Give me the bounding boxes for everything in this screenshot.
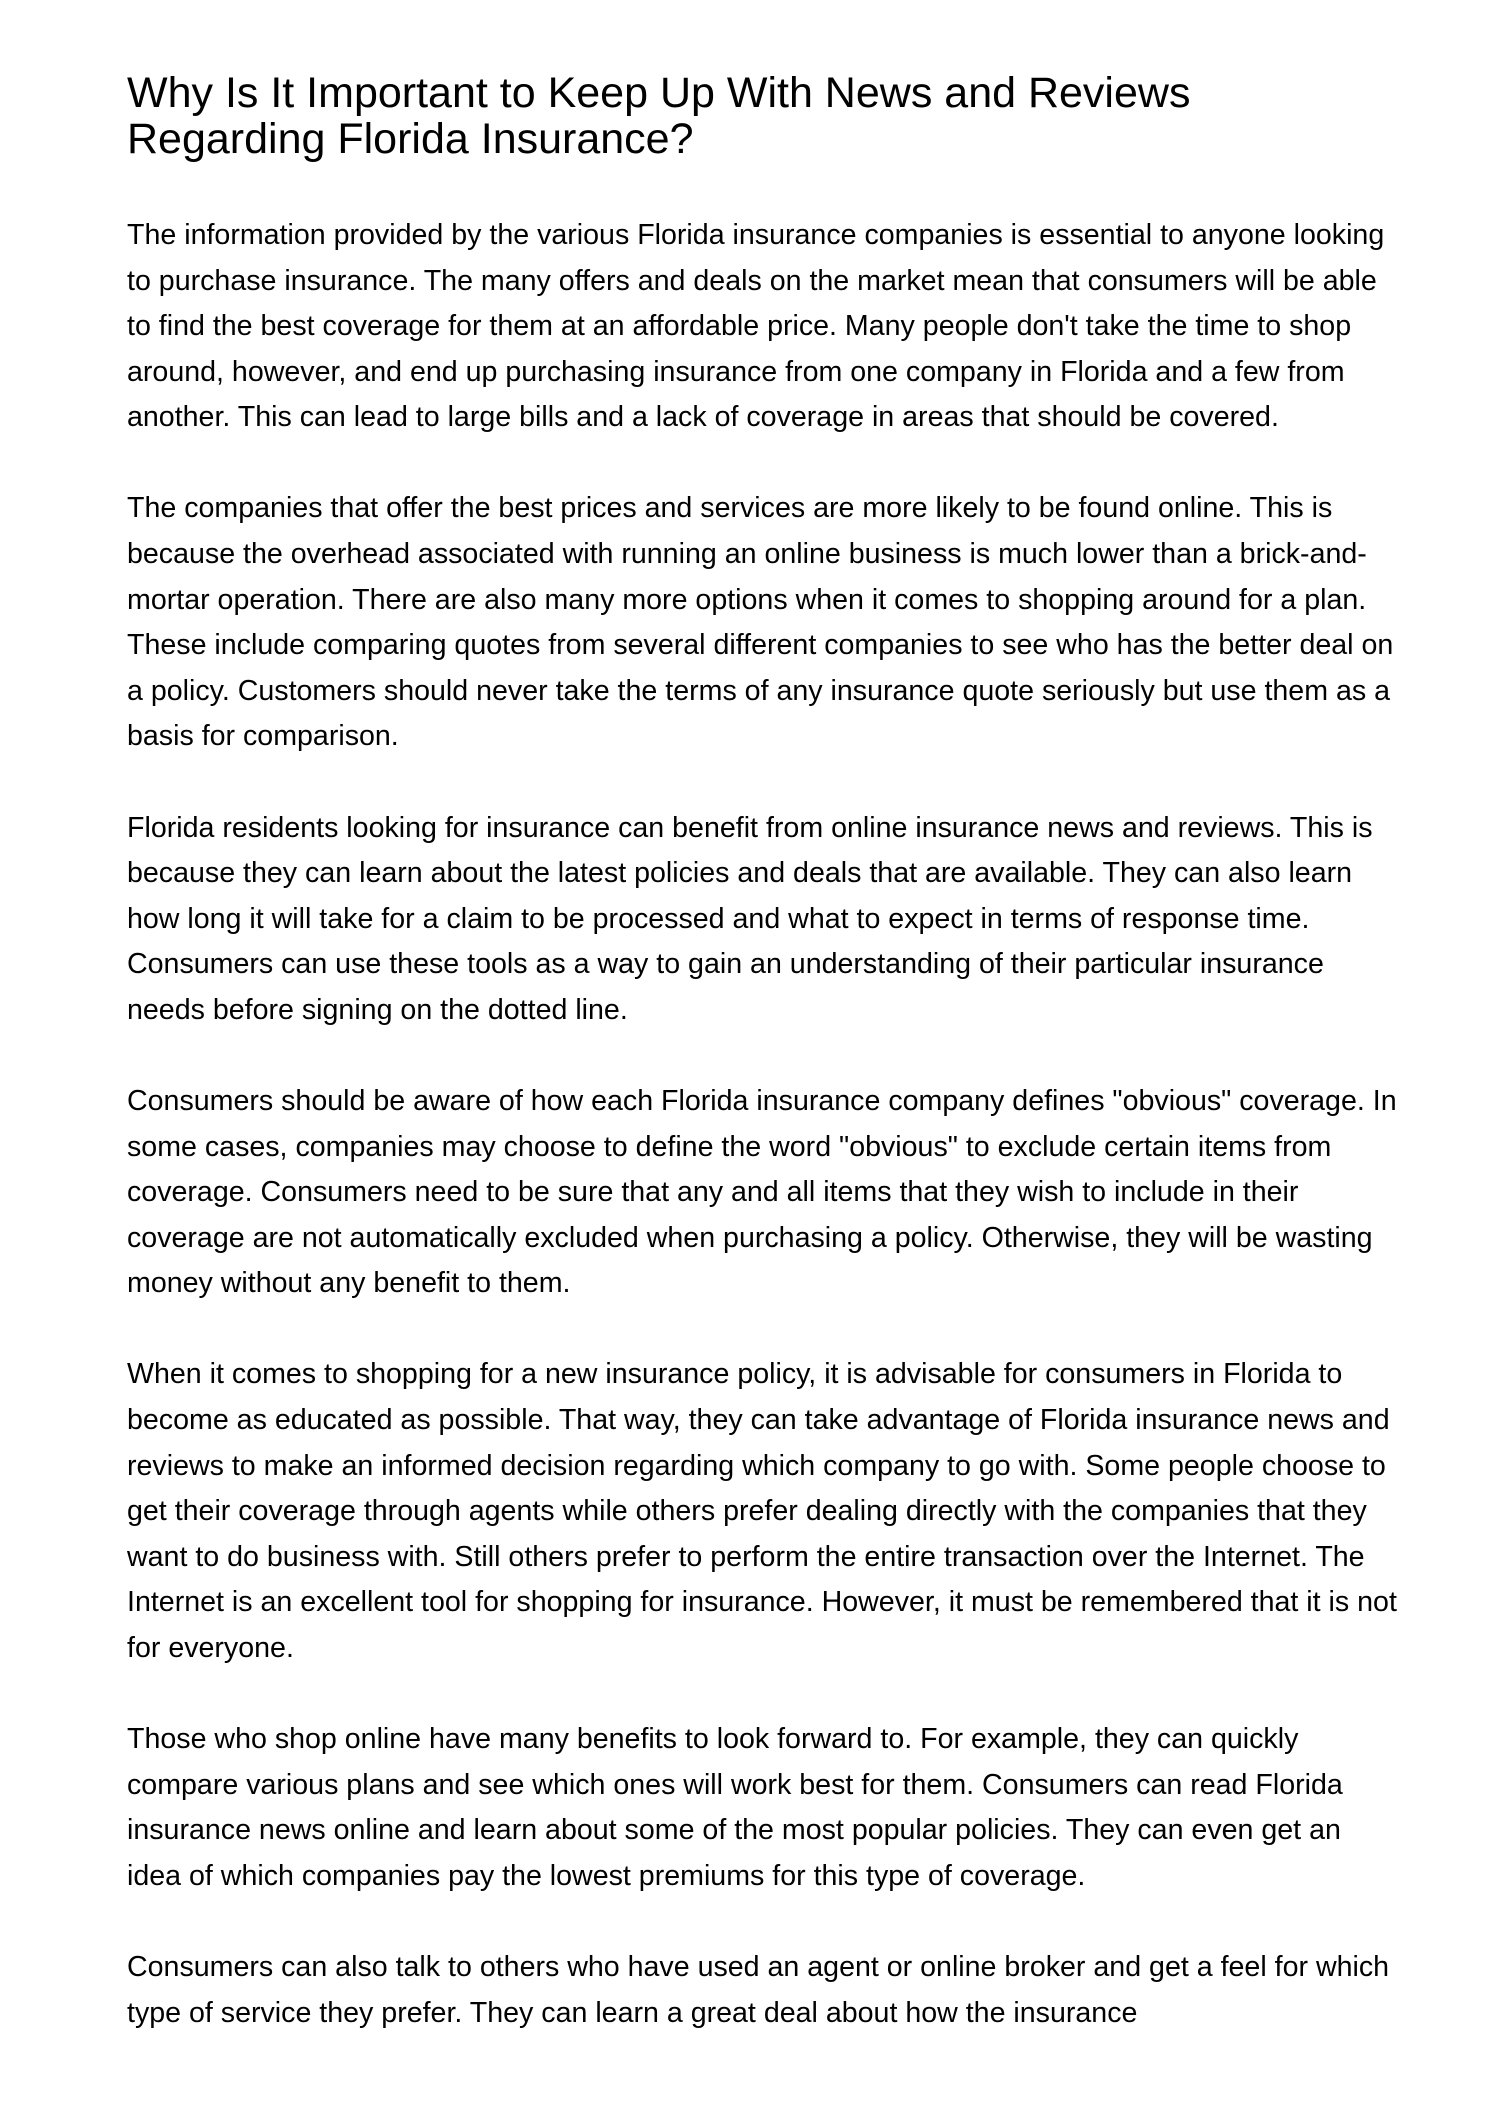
document-title: Why Is It Important to Keep Up With News and Reviews Regarding Florida Insurance? — [127, 69, 1191, 163]
paragraph-5: When it comes to shopping for a new insurance policy, it is advisable for consumers in Florida to become as educated as possible. That way, they can take advantage of Florida insurance news and reviews to make an informed decision regarding which company to go with. Some people choose to get their coverage through agents while others prefer dealing directly with the companies that they want to do business with. Still others prefer to perform the entire transaction over the Internet. The Internet is an excellent tool for shopping for insurance. However, it must be remembered that it is not for everyone. — [127, 1358, 1397, 1665]
paragraph-3: Florida residents looking for insurance can benefit from online insurance news and reviews. This is because they can learn about the latest policies and deals that are available. They can also learn how long it will take for a claim to be processed and what to expect in terms of response time. Consumers can use these tools as a way to gain an understanding of their particular insurance needs before signing on the dotted line. — [127, 811, 1373, 1026]
document-body — [127, 213, 1397, 2082]
paragraph-1: The information provided by the various Florida insurance companies is essential to anyone looking to purchase insurance. The many offers and deals on the market mean that consumers will be able to find the best coverage for them at an affordable price. Many people don't take the time to shop around, however, and end up purchasing insurance from one company in Florida and a few from another. This can lead to large bills and a lack of coverage in areas that should be covered. — [127, 219, 1385, 434]
paragraph-6: Those who shop online have many benefits to look forward to. For example, they can quickly compare various plans and see which ones will work best for them. Consumers can read Florida insurance news online and learn about some of the most popular policies. They can even get an idea of which companies pay the lowest premiums for this type of coverage. — [127, 1723, 1343, 1892]
paragraph-2: The companies that offer the best prices and services are more likely to be found online. This is because the overhead associated with running an online business is much lower than a brick-and-mortar operation. There are also many more options when it comes to shopping around for a plan. These include comparing quotes from several different companies to see who has the better deal on a policy. Customers should never take the terms of any insurance quote seriously but use them as a basis for comparison. — [127, 492, 1394, 753]
paragraph-4: Consumers should be aware of how each Florida insurance company defines "obvious" coverage. In some cases, companies may choose to define the word "obvious" to exclude certain items from coverage. Consumers need to be sure that any and all items that they wish to include in their coverage are not automatically excluded when purchasing a policy. Otherwise, they will be wasting money without any benefit to them. — [127, 1085, 1397, 1300]
paragraph-7: Consumers can also talk to others who have used an agent or online broker and get a feel for which type of service they prefer. They can learn a great deal about how the insurance — [127, 1951, 1390, 2029]
